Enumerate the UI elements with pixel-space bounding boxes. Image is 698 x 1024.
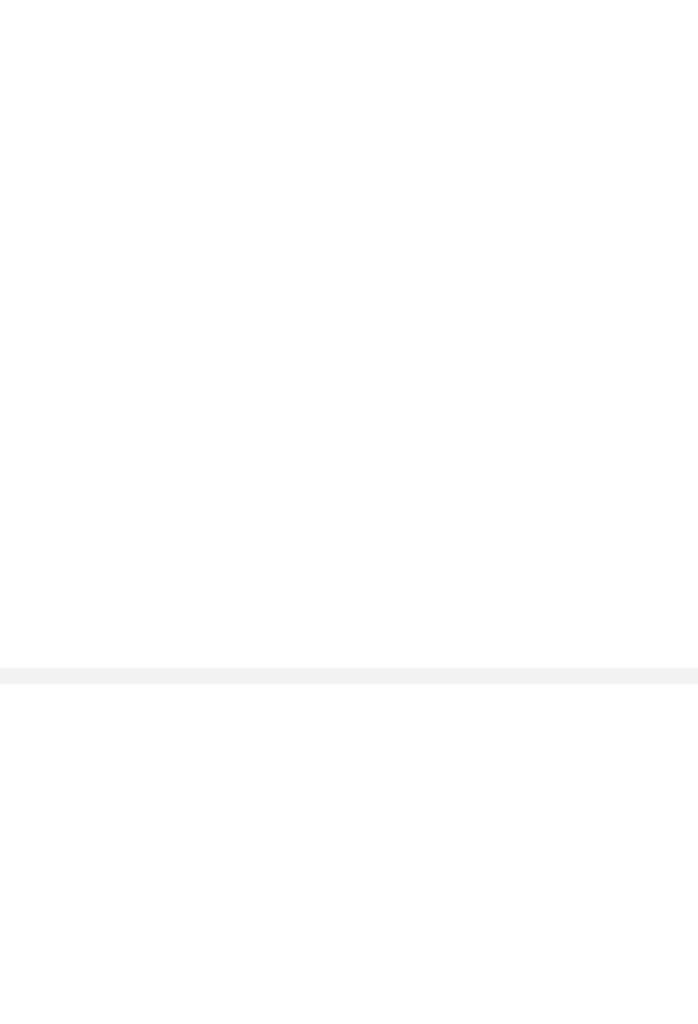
answer-detail-page (0, 684, 698, 1024)
